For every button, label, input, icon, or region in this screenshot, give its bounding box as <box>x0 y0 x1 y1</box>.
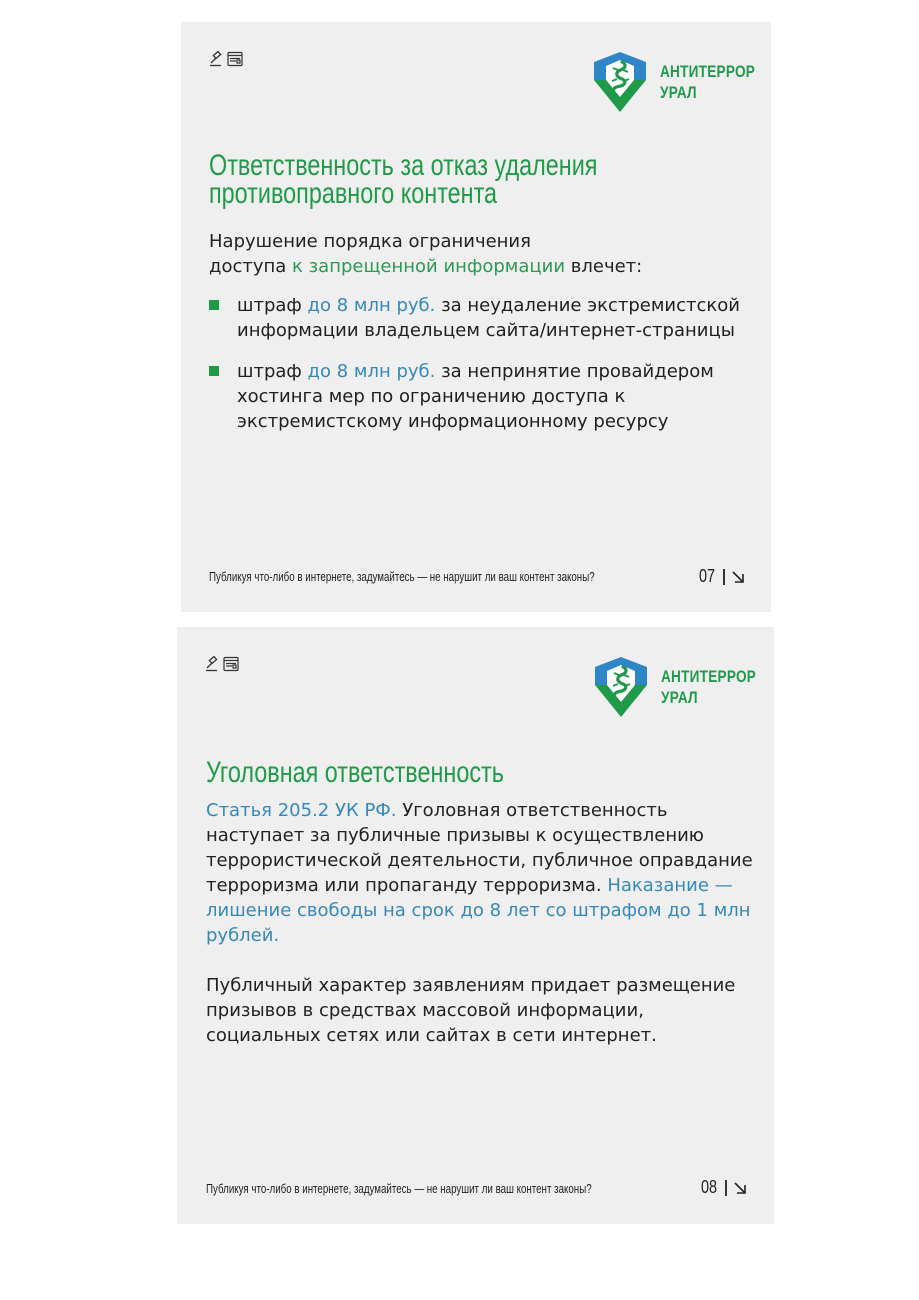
page-number: 07 <box>697 566 745 587</box>
bullet-square-icon <box>209 300 219 310</box>
penalty-highlight: Наказание — лишение свободы на срок до 8 лет со штрафом до 1 млн рублей. <box>206 875 751 946</box>
slide-title: Ответственность за отказ удаления противоправного контента <box>209 149 598 210</box>
list-item: штраф до 8 млн руб. за непринятие провайдером хостинга мер по ограничению доступа к экстремистскому информационному ресурсу <box>209 359 749 434</box>
public-nature-paragraph: Публичный характер заявлениям придает размещение призывов в средствах массовой информации, социальных сетях или сайтах в сети интернет. <box>206 975 736 1046</box>
header-icons <box>205 656 239 672</box>
arrow-down-right-icon <box>733 1181 747 1195</box>
page-number: 08 <box>699 1177 747 1198</box>
slide-08 <box>177 627 774 1224</box>
antiterror-ural-logo <box>588 50 779 114</box>
browser-window-icon <box>227 51 243 67</box>
gavel-icon <box>209 51 225 67</box>
highlight-restricted-info: к запрещенной информации <box>292 256 566 277</box>
antiterror-ural-logo <box>589 655 780 719</box>
slide-title: Уголовная ответственность <box>206 756 504 789</box>
logo-text: АНТИТЕРРОР УРАЛ <box>661 667 757 707</box>
article-paragraph: Статья 205.2 УК РФ. Уголовная ответственность наступает за публичные призывы к осуществлению террористической деятельности, публичное оправдание терроризма или пропаганду терроризма. Наказание — лишение свободы на срок до 8 лет со штрафом до 1 млн рублей. <box>206 800 753 946</box>
list-item: штраф до 8 млн руб. за неудаление экстремистской информации владельцем сайта/интернет-страницы <box>209 293 749 343</box>
footer-note: Публикуя что-либо в интернете, задумайтесь — не нарушит ли ваш контент законы? <box>206 1182 592 1196</box>
divider <box>725 1180 727 1196</box>
logo-text: АНТИТЕРРОР УРАЛ <box>660 62 756 102</box>
footer-note: Публикуя что-либо в интернете, задумайтесь — не нарушит ли ваш контент законы? <box>209 570 595 584</box>
header-icons <box>209 51 243 67</box>
arrow-down-right-icon <box>731 570 745 584</box>
divider <box>723 569 725 585</box>
shield-lizard-emblem-icon <box>588 50 652 114</box>
article-reference: Статья 205.2 УК РФ. <box>206 800 397 821</box>
slide-07 <box>181 22 771 612</box>
penalty-list <box>209 293 749 450</box>
gavel-icon <box>205 656 221 672</box>
browser-window-icon <box>223 656 239 672</box>
intro-text: Нарушение порядка ограничения доступа к запрещенной информации влечет: <box>209 231 643 277</box>
bullet-square-icon <box>209 366 219 376</box>
shield-lizard-emblem-icon <box>589 655 653 719</box>
